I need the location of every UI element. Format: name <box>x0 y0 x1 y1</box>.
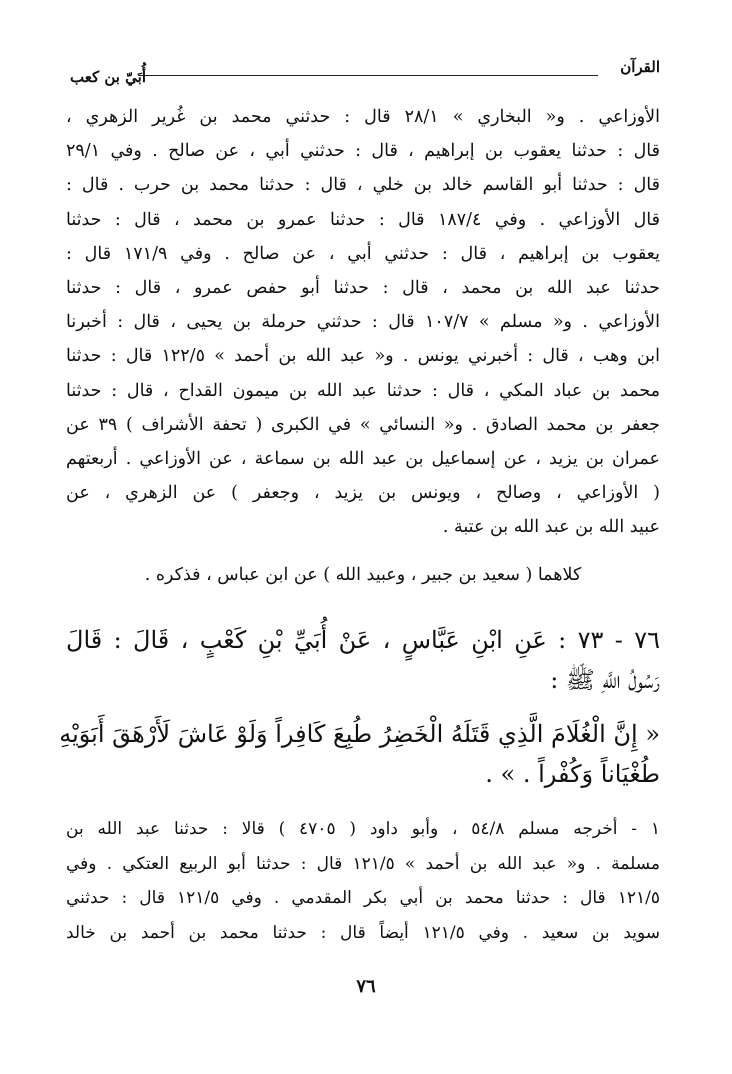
running-header <box>70 58 660 88</box>
text-line: ( الأوزاعي ، وصالح ، ويونس بن يزيد ، وجعفر ) عن الزهري ، عن <box>66 483 660 504</box>
text-line: عبيد الله بن عبد الله بن عتبة . <box>442 517 660 538</box>
footnotes <box>66 812 660 950</box>
text-line: قال الأوزاعي . وفي ١٨٧/٤ قال : حدثنا عمرو بن محمد ، قال : حدثنا <box>66 209 660 230</box>
hadith-heading-line: ٧٦ - ٧٣ : عَنِ ابْنِ عَبَّاسٍ ، عَنْ أُبَيِّ بْنِ كَعْبٍ ، قَالَ : قَالَ <box>66 626 660 654</box>
hadith-text-line: « إِنَّ الْغُلَامَ الَّذِي قَتَلَهُ الْخَضِرُ طُبِعَ كَافِراً وَلَوْ عَاشَ لَأَرْهَقَ أَبَوَيْهِ <box>59 720 660 748</box>
footnote-line: ١٢١/٥ قال : حدثنا محمد بن أبي بكر المقدمي . وفي ١٢١/٥ قال : حدثني <box>66 888 660 908</box>
text-line: عمران بن يزيد ، عن إسماعيل بن عبد الله بن سماعة ، عن الأوزاعي . أربعتهم <box>66 448 660 469</box>
summary-line: كلاهما ( سعيد بن جبير ، وعبيد الله ) عن ابن عباس ، فذكره . <box>144 565 582 585</box>
hadith-text <box>59 714 660 794</box>
text-line: الأوزاعي . و« البخاري » ٢٨/١ قال : حدثني محمد بن غُرير الزهري ، <box>66 107 660 127</box>
hadith-heading <box>66 620 660 700</box>
text-line: حدثنا عبد الله بن محمد ، قال : حدثنا أبو حفص عمرو ، قال : حدثنا <box>66 277 660 298</box>
text-line: جعفر بن محمد الصادق . و« النسائي » في الكبرى ( تحفة الأشراف ) ٣٩ عن <box>66 414 660 435</box>
takhrij-paragraph <box>66 100 660 544</box>
text-line: قال : حدثنا أبو القاسم خالد بن خلي ، قال : حدثنا محمد بن حرب . قال : <box>66 175 660 196</box>
footnote-line: سويد بن سعيد . وفي ١٢١/٥ أيضاً قال : حدثنا محمد بن أحمد بن خالد <box>66 922 660 943</box>
text-line: الأوزاعي . و« مسلم » ١٠٧/٧ قال : حدثني حرملة بن يحيى ، قال : أخبرنا <box>66 312 660 333</box>
footnote-line: ١ - أخرجه مسلم ٥٤/٨ ، وأبو داود ( ٤٧٠٥ ) قالا : حدثنا عبد الله بن <box>66 819 660 839</box>
text-line: ابن وهب ، قال : أخبرني يونس . و« عبد الله بن أحمد » ١٢٢/٥ قال : حدثنا <box>66 346 660 367</box>
running-header-section: القرآن <box>620 58 660 76</box>
header-rule <box>138 75 598 76</box>
page-number: ٧٦ <box>356 976 376 997</box>
footnote-line: مسلمة . و« عبد الله بن أحمد » ١٢١/٥ قال : حدثنا أبو الربيع العتكي . وفي <box>66 853 660 874</box>
text-line: محمد بن عباد المكي ، قال : حدثنا عبد الله بن ميمون القداح ، قال : حدثنا <box>66 380 660 401</box>
running-header-chapter: أُبَيّ بن كعب <box>70 68 146 86</box>
text-line: يعقوب بن إبراهيم ، قال : حدثني أبي ، عن صالح . وفي ١٧١/٩ قال : <box>66 243 660 264</box>
hadith-heading-line: رَسُولُ اللَّهِ ﷺ : <box>550 666 660 694</box>
hadith-text-line: طُغْيَاناً وَكُفْراً . » . <box>485 760 660 788</box>
text-line: قال : حدثنا يعقوب بن إبراهيم ، قال : حدثني أبي ، عن صالح . وفي ٢٩/١ <box>66 141 660 162</box>
